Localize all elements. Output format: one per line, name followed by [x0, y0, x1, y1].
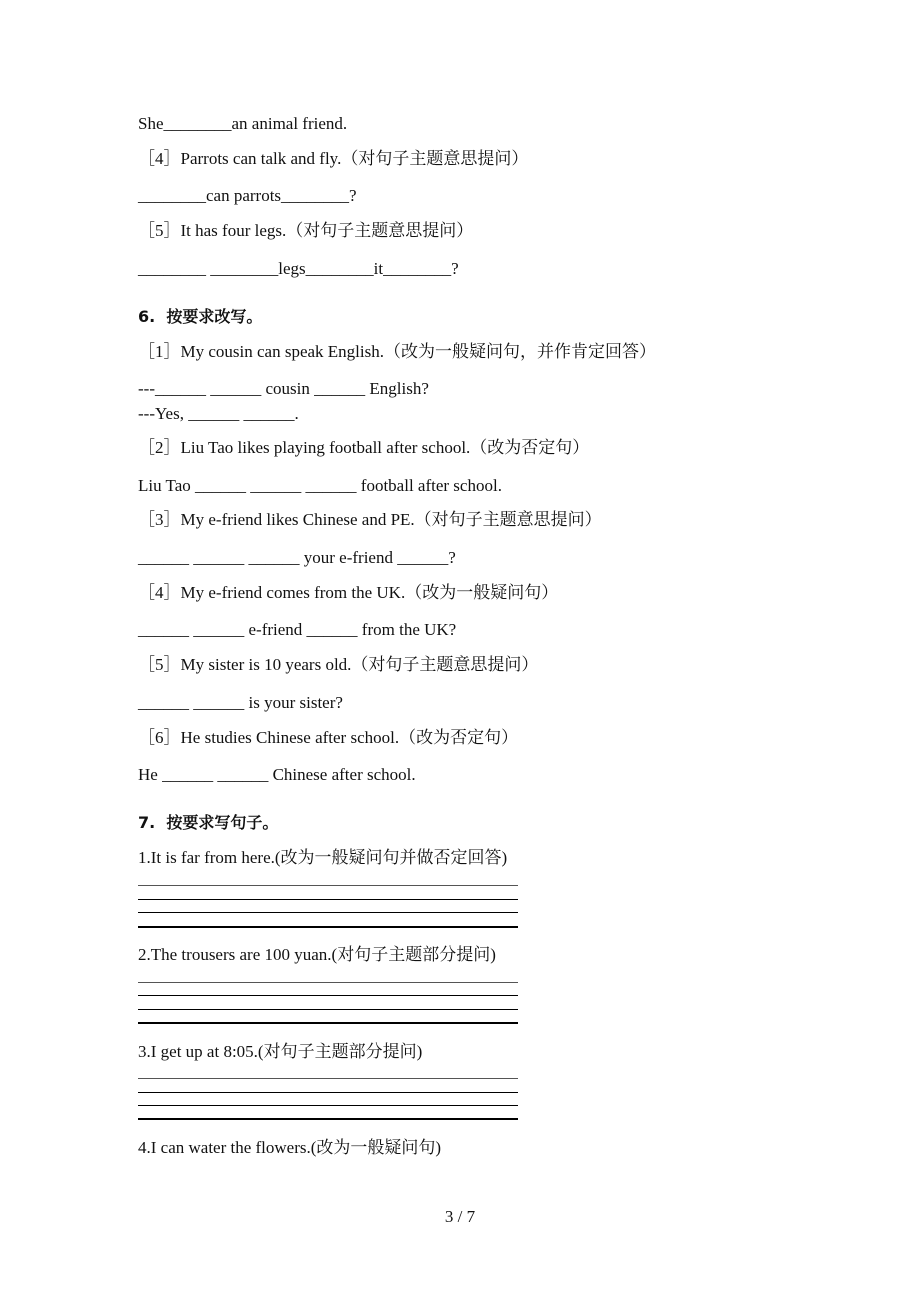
question-5: ［5］My sister is 10 years old.（对句子主题意思提问）	[138, 655, 539, 674]
question-3: 3.I get up at 8:05.(对句子主题部分提问)	[138, 1042, 423, 1061]
answer-line: He ______ ______ Chinese after school.	[138, 765, 416, 784]
question-1: 1.It is far from here.(改为一般疑问句并做否定回答)	[138, 848, 508, 867]
writing-line	[138, 885, 518, 886]
question-2: ［2］Liu Tao likes playing football after school.（改为否定句）	[138, 438, 590, 457]
answer-line: ______ ______ is your sister?	[138, 693, 343, 712]
writing-line	[138, 912, 518, 913]
answer-line: ________ ________legs________it________?	[138, 259, 459, 278]
writing-line	[138, 926, 518, 928]
writing-line	[138, 899, 518, 900]
answer-line: ______ ______ e-friend ______ from the UK?	[138, 620, 457, 639]
answer-line: Liu Tao ______ ______ ______ football after school.	[138, 476, 502, 495]
writing-line	[138, 1118, 518, 1120]
question-4: ［4］My e-friend comes from the UK.（改为一般疑问句）	[138, 583, 559, 602]
section-7-heading: 7. 按要求写句子。	[138, 813, 279, 832]
question-3: ［3］My e-friend likes Chinese and PE.（对句子主题意思提问）	[138, 510, 602, 529]
answer-line: ---______ ______ cousin ______ English?	[138, 379, 429, 398]
writing-line	[138, 1105, 518, 1106]
question-4: 4.I can water the flowers.(改为一般疑问句)	[138, 1138, 442, 1157]
question-6: ［6］He studies Chinese after school.（改为否定句）	[138, 728, 519, 747]
answer-line: ---Yes, ______ ______.	[138, 404, 299, 423]
answer-line: ________can parrots________?	[138, 186, 357, 205]
writing-line	[138, 1022, 518, 1024]
writing-line	[138, 982, 518, 983]
writing-line	[138, 1078, 518, 1079]
writing-line	[138, 1009, 518, 1010]
section-6-heading: 6. 按要求改写。	[138, 307, 263, 326]
writing-line	[138, 995, 518, 996]
text-line: She________an animal friend.	[138, 114, 348, 133]
answer-line: ______ ______ ______ your e-friend ______?	[138, 548, 456, 567]
page-number: 3 / 7	[444, 1207, 476, 1226]
question-2: 2.The trousers are 100 yuan.(对句子主题部分提问)	[138, 945, 496, 964]
writing-line	[138, 1092, 518, 1093]
question-1: ［1］My cousin can speak English.（改为一般疑问句，并作肯定回答）	[138, 342, 656, 361]
question-4: ［4］Parrots can talk and fly.（对句子主题意思提问）	[138, 149, 529, 168]
question-5: ［5］It has four legs.（对句子主题意思提问）	[138, 221, 474, 240]
